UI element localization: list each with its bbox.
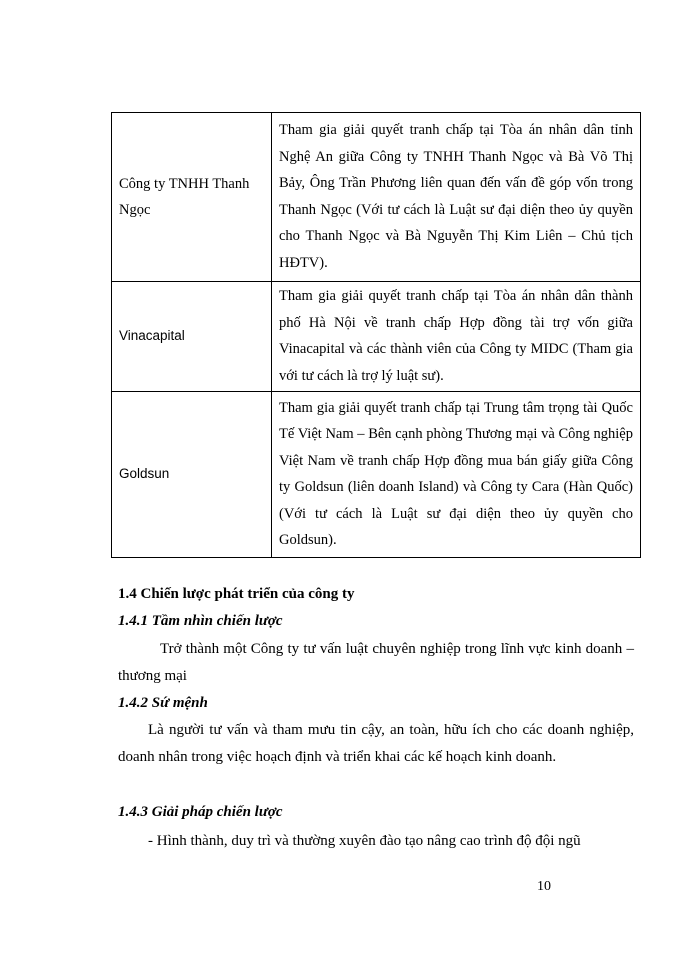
description-cell <box>272 282 641 392</box>
section-heading: 1.4 Chiến lược phát triển của công ty <box>118 586 355 602</box>
mission-heading: 1.4.2 Sứ mệnh <box>118 695 208 711</box>
description-text: Tham gia giải quyết tranh chấp tại Tòa án nhân dân tỉnh Nghệ An giữa Công ty TNHH Thanh Ngọc và Bà Võ Thị Bảy, Ông Trần Phương liên quan đến vấn đề góp vốn trong Thanh Ngọc (Với tư cách là Luật sư đại diện theo ủy quyền cho Thanh Ngọc và Bà Nguyễn Thị Kim Liên – Chủ tịch HĐTV). <box>279 122 633 271</box>
description-cell <box>272 113 641 282</box>
vision-heading: 1.4.1 Tầm nhìn chiến lược <box>118 613 283 629</box>
company-cell: Goldsun <box>112 392 272 558</box>
cases-table <box>111 112 641 558</box>
company-cell: Vinacapital <box>112 282 272 392</box>
company-cell: Công ty TNHH Thanh Ngọc <box>112 113 272 282</box>
vision-paragraph: Trở thành một Công ty tư vấn luật chuyên nghiệp trong lĩnh vực kinh doanh – thương mại <box>118 641 634 684</box>
description-text: Tham gia giải quyết tranh chấp tại Trung tâm trọng tài Quốc Tế Việt Nam – Bên cạnh phòng Thương mại và Công nghiệp Việt Nam về tranh chấp Hợp đồng mua bán giấy giữa Công ty Goldsun (liên doanh Island) và Công ty Cara (Hàn Quốc) (Với tư cách là Luật sư đại diện theo ủy quyền cho Goldsun). <box>279 399 633 548</box>
solutions-heading: 1.4.3 Giải pháp chiến lược <box>118 804 283 820</box>
page-number: 10 <box>537 879 551 894</box>
table-row <box>112 282 641 392</box>
mission-paragraph: Là người tư vấn và tham mưu tin cậy, an toàn, hữu ích cho các doanh nghiệp, doanh nhân trong việc hoạch định và triển khai các kế hoạch kinh doanh. <box>118 722 634 765</box>
solutions-paragraph: - Hình thành, duy trì và thường xuyên đào tạo nâng cao trình độ đội ngũ <box>148 833 581 849</box>
table-row <box>112 113 641 282</box>
table-row <box>112 392 641 558</box>
description-cell <box>272 392 641 558</box>
description-text: Tham gia giải quyết tranh chấp tại Tòa án nhân dân thành phố Hà Nội về tranh chấp Hợp đồng tài trợ vốn giữa Vinacapital và các thành viên của Công ty MIDC (Tham gia với tư cách là trợ lý luật sư). <box>279 288 633 384</box>
